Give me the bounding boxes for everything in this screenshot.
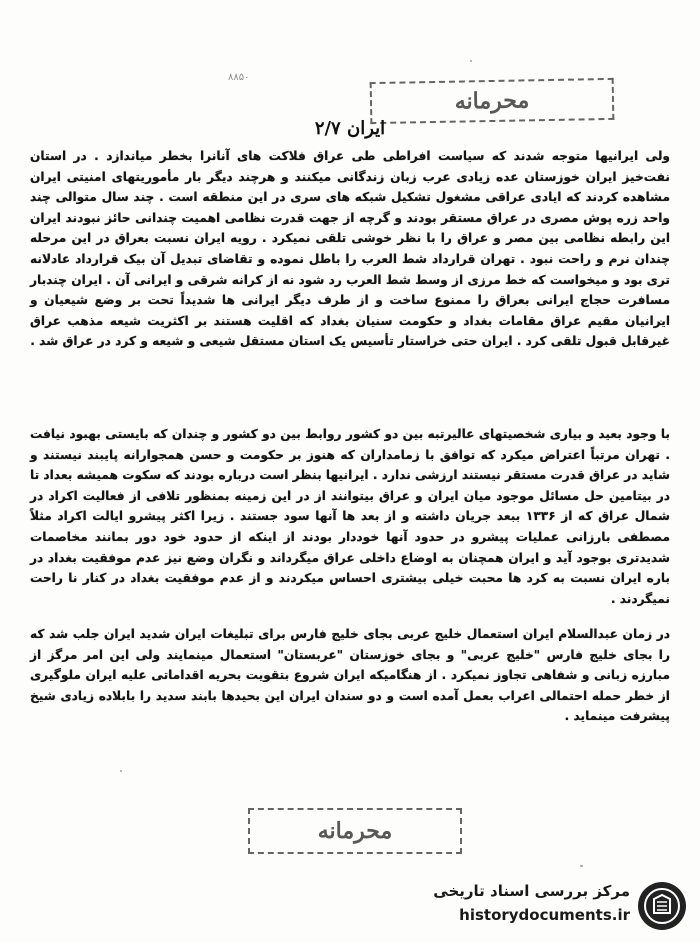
org-url: historydocuments.ir	[459, 906, 630, 924]
scan-speck	[470, 60, 472, 62]
page-title: ایران ۲/۷	[314, 118, 386, 139]
classification-stamp-top: محرمانه	[370, 78, 615, 124]
scan-speck	[580, 865, 583, 867]
org-name: مرکز بررسی اسناد تاریخی	[433, 882, 630, 900]
body-paragraph-1: ولی ایرانیها متوجه شدند که سیاست افراطی طی عراق فلاکت های آنانرا بخطر میاندازد . در استان نفت‌خیز ایران خوزستان عده زیادی عرب زبان زندگانی میکنند و هرچند دیگر بار مأموریتهای امنیتی ایران مشاهده کردند که ایادی عراقی مشغول تشکیل شبکه های سری در این منطقه است . چند سال متوالی چند واحد زره پوش مصری در عراق مستقر بودند و گرچه از جهت قدرت نظامی اهمیت چندانی حائز نبودند ایران این رابطه نظامی بین مصر و عراق را با نظر خوشی تلقی نمیکرد . رویه ایران نسبت بعراق در این مرحله چندان نرم و راحت نبود . تهران قرارداد شط العرب را باطل نموده و تقاضای تبدیل آن بیک قرارداد عادلانه تری بود و میخواست که خط مرزی از وسط شط العرب رد شود نه از کرانه شرقی و ایرانی آن . ایران چندبار مسافرت حجاج ایرانی بعراق را ممنوع ساخت و از طرف دیگر ایرانی ها شدیداً تحت بر وضع شیعیان و ایرانیان مقیم عراق مقامات بغداد و حکومت سنیان بغداد که اقلیت هستند بر اکثریت شیعه مذهب عراق غیرقابل قبول تلقی کرد . ایران حتی خراستار تأسیس یک استان مستقل شیعی و شیعه و کرد در عراق شد .	[30, 149, 670, 349]
body-paragraph-2: با وجود بعید و بیاری شخصیتهای عالیرتبه بین دو کشور روابط بین دو کشور و چندان که بایستی بهبود نیافت . تهران مرتباً اعتراض میکرد که توافق با زمامداران که هنوز بر حکومت و حسن همجوارانه پایبند نیستند و شاید در عراق قدرت مستقر نیستند ارزشی ندارد . ایرانیها بنظر است درباره بودند که سکوت همیشه بعداد تا در بیتامین حل مسائل موجود میان ایران و عراق بیتوانند از در این زمینه بمنظور تلافی از فعالیت اکراد در شمال عراق که از ۱۳۳۶ ببعد جریان داشته و از بعد ها آنها سود جستند . زیرا اکثر پیشرو ایالت اکراد مثلاً مصطفی بارزانی عملیات پیشرو در حدود آنها خوددار بودند از اینکه از حدود خود دور بمانند مخاصمات شدیدتری بوجود آید و ایران همچنان به اوضاع داخلی عراق میگرداند و نگران وضع نیز عدم موفقیت بغداد در باره ایران نسبت به کرد ها محبت خیلی بیشتری احساس میکردند و از عدم موفقیت بغداد در کنار نا راحت نمیگردند .	[30, 427, 670, 606]
body-paragraph-3: در زمان عبدالسلام ایران استعمال خلیج عربی بجای خلیج فارس برای تبلیغات ایران شدید ایران جلب شد که را بجای خلیج فارس "خلیج عربی" و بجای خوزستان "عربستان" استعمال مینمایند ولی این امر مرگز از مبارزه زبانی و شفاهی تجاوز نمیکرد . از هنگامیکه ایران شروع بتقویت بحریه اقداماتی علیه ایران ملوگیری از خطر حمله احتمالی اعراب بعمل آمده است و دو سندان ایران این بحیدها بابند سدید را بابلاده زیادی شیخ پیشرفت مینماید .	[30, 627, 670, 724]
archive-seal-icon	[638, 882, 686, 930]
scan-speck	[120, 770, 122, 772]
classification-stamp-bottom: محرمانه	[248, 808, 462, 854]
scan-mark: ۸۸۵۰	[228, 72, 250, 83]
watermark-footer	[405, 880, 690, 936]
